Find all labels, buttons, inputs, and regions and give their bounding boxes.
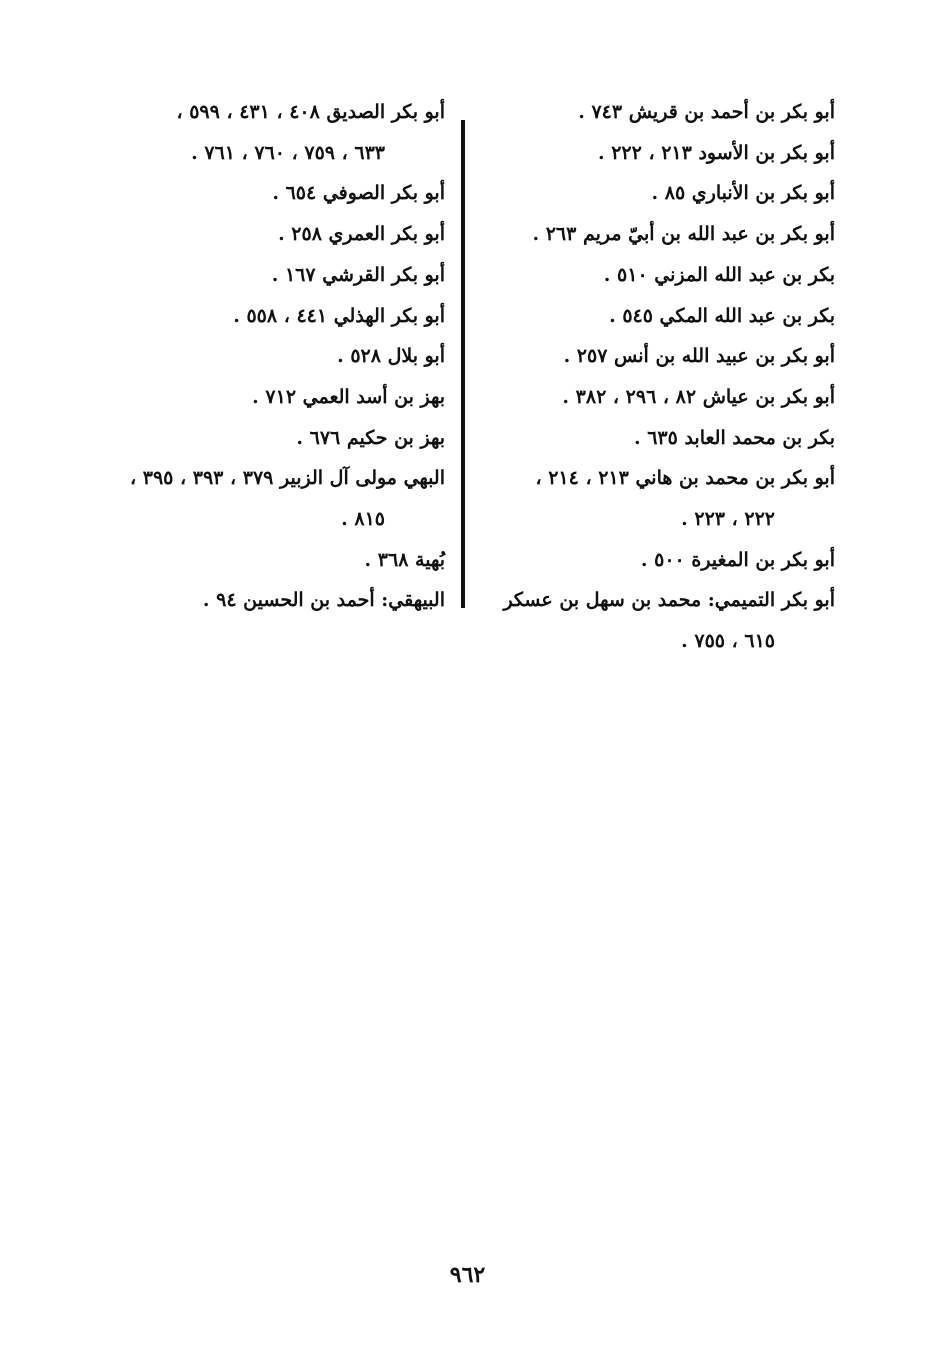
index-entry (480, 458, 835, 539)
index-entry (480, 133, 835, 174)
index-entry (75, 580, 445, 621)
index-entry (75, 255, 445, 296)
index-entry (480, 92, 835, 133)
index-entry (75, 377, 445, 418)
index-entry-text: أبو بكر بن عبد الله بن أبيّ مريم ٢٦٣ . (532, 223, 835, 246)
index-entry-text: أبو بكر بن الأنباري ٨٥ . (651, 182, 835, 205)
index-entry-text: بكر بن عبد الله المزني ٥١٠ . (603, 263, 835, 286)
index-entry (75, 92, 445, 173)
index-entry (75, 296, 445, 337)
index-entry (480, 255, 835, 296)
index-entry-text: بُهية ٣٦٨ . (364, 548, 445, 571)
index-entry-text: أبو بكر بن محمد بن هاني ٢١٣ ، ٢١٤ ، (535, 467, 835, 490)
index-entry (75, 214, 445, 255)
page-number: ٩٦٢ (449, 1262, 486, 1288)
index-entry (75, 458, 445, 539)
index-entry-text: أبو بكر الصوفي ٦٥٤ . (272, 182, 445, 205)
index-entry (75, 418, 445, 459)
index-entry (480, 336, 835, 377)
index-entry-text: أبو بكر القرشي ١٦٧ . (271, 263, 445, 286)
index-entry-continuation: ٦١٥ ، ٧٥٥ . (681, 630, 775, 653)
index-entry (75, 540, 445, 581)
column-divider (461, 120, 465, 608)
index-entry-text: البهي مولى آل الزبير ٣٧٩ ، ٣٩٣ ، ٣٩٥ ، (130, 467, 445, 490)
index-column-left (75, 92, 445, 621)
index-entry-continuation: ٢٢٢ ، ٢٢٣ . (681, 508, 775, 531)
index-entry (480, 418, 835, 459)
index-entry (480, 540, 835, 581)
index-entry (480, 173, 835, 214)
index-entry (480, 214, 835, 255)
index-entry-text: أبو بكر بن عياش ٨٢ ، ٢٩٦ ، ٣٨٢ . (562, 385, 835, 408)
index-entry-text: أبو بلال ٥٢٨ . (337, 345, 445, 368)
index-entry-text: بكر بن محمد العابد ٦٣٥ . (633, 426, 835, 449)
index-entry-text: أبو بكر الهذلي ٤٤١ ، ٥٥٨ . (233, 304, 445, 327)
index-entry (480, 296, 835, 337)
index-entry-text: أبو بكر بن أحمد بن قريش ٧٤٣ . (578, 101, 835, 123)
index-entry-text: بهز بن حكيم ٦٧٦ . (296, 426, 445, 449)
index-entry-text: أبو بكر بن عبيد الله بن أنس ٢٥٧ . (563, 345, 835, 368)
index-entry-continuation: ٦٣٣ ، ٧٥٩ ، ٧٦٠ ، ٧٦١ . (191, 141, 385, 164)
index-column-right (480, 92, 835, 662)
index-entry-text: أبو بكر التميمي: محمد بن سهل بن عسكر (503, 589, 835, 612)
index-entry-text: أبو بكر بن المغيرة ٥٠٠ . (640, 548, 835, 571)
index-entry (480, 580, 835, 661)
index-entry-text: أبو بكر الصديق ٤٠٨ ، ٤٣١ ، ٥٩٩ ، (176, 101, 445, 123)
index-entry-text: أبو بكر بن الأسود ٢١٣ ، ٢٢٢ . (597, 141, 835, 164)
index-entry-continuation: ٨١٥ . (341, 508, 385, 531)
index-entry (75, 173, 445, 214)
index-entry-text: البيهقي: أحمد بن الحسين ٩٤ . (202, 589, 445, 612)
index-entry-text: بهز بن أسد العمي ٧١٢ . (252, 385, 445, 408)
index-entry (480, 377, 835, 418)
index-entry-text: بكر بن عبد الله المكي ٥٤٥ . (609, 304, 835, 327)
index-entry-text: أبو بكر العمري ٢٥٨ . (278, 223, 445, 246)
index-entry (75, 336, 445, 377)
